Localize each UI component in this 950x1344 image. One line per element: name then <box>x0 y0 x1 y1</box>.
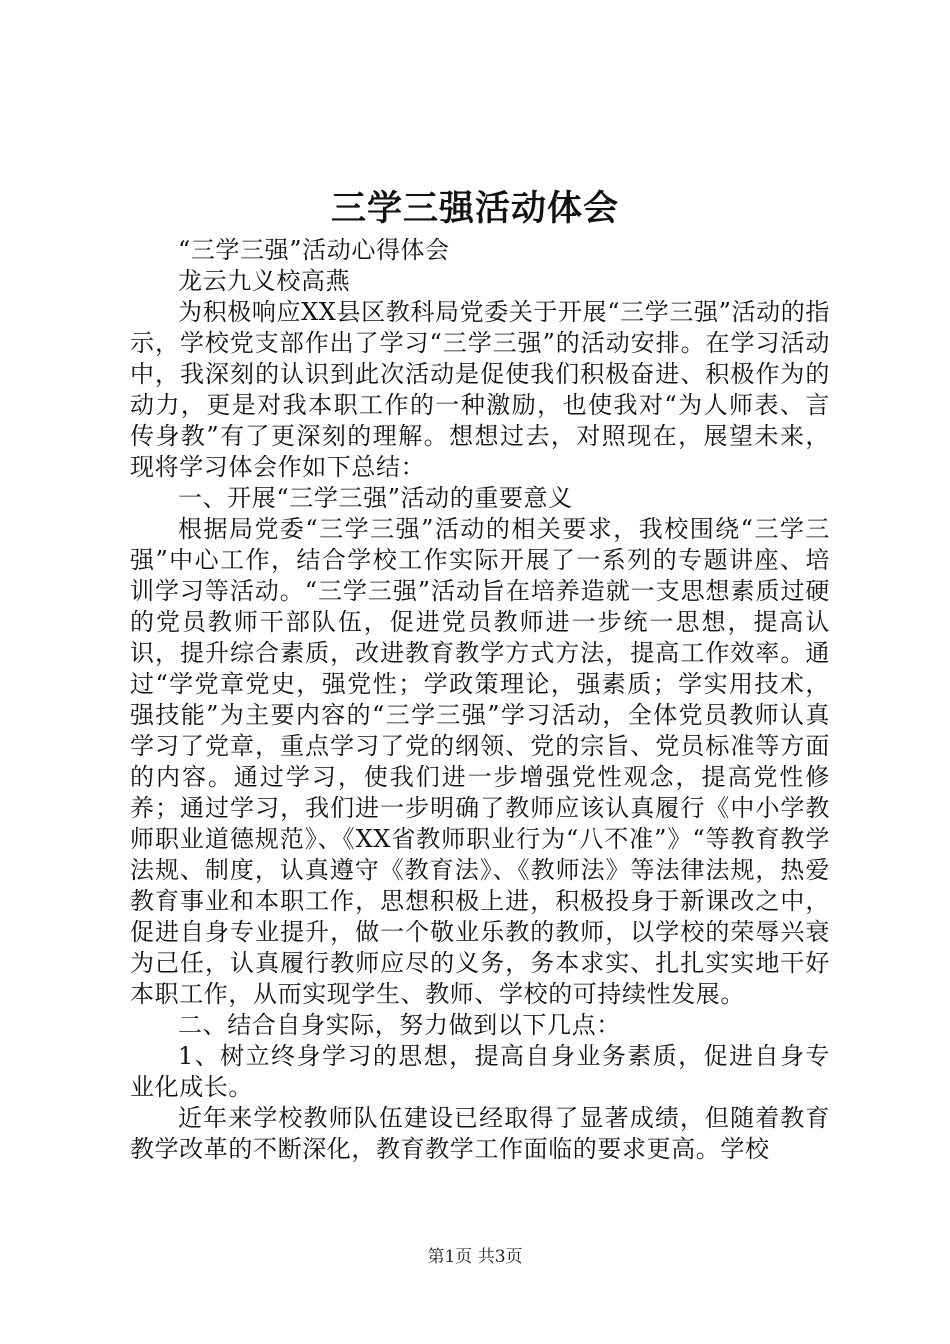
section-heading: 二、结合自身实际，努力做到以下几点： <box>178 1011 621 1039</box>
paragraph: 1、树立终身学习的思想，提高自身业务素质，促进自身专业化成长。 <box>130 1042 830 1101</box>
section-heading: 一、开展“三学三强”活动的重要意义 <box>178 484 573 512</box>
page-number: 第1页 共3页 <box>427 1247 523 1267</box>
paragraph: 近年来学校教师队伍建设已经取得了显著成绩，但随着教育教学改革的不断深化，教育教学工作面临的要求更高。学校 <box>130 1104 830 1163</box>
paragraph: 为积极响应XX县区教科局党委关于开展“三学三强”活动的指示，学校党支部作出了学习“三学三强”的活动安排。在学习活动中，我深刻的认识到此次活动是促使我们积极奋进、积极作为的动力，更是对我本职工作的一种激励，也使我对“为人师表、言传身教”有了更深刻的理解。想想过去，对照现在，展望未来，现将学习体会作如下总结： <box>130 298 830 481</box>
subtitle: “三学三强”活动心得体会 <box>178 236 450 264</box>
paragraph: 根据局党委“三学三强”活动的相关要求，我校围绕“三学三强”中心工作，结合学校工作实际开展了一系列的专题讲座、培训学习等活动。“三学三强”活动旨在培养造就一支思想素质过硬的党员教师干部队伍，促进党员教师进一步统一思想，提高认识，提升综合素质，改进教育教学方式方法，提高工作效率。通过“学党章党史，强党性；学政策理论，强素质；学实用技术，强技能”为主要内容的“三学三强”学习活动，全体党员教师认真学习了党章，重点学习了党的纲领、党的宗旨、党员标准等方面的内容。通过学习，使我们进一步增强党性观念，提高党性修养；通过学习，我们进一步明确了教师应该认真履行《中小学教师职业道德规范》、《XX省教师职业行为“八不准”》“等教育教学法规、制度，认真遵守《教育法》、《教师法》等法律法规，热爱教育事业和本职工作，思想积极上进，积极投身于新课改之中，促进自身专业提升，做一个敬业乐教的教师，以学校的荣辱兴衰为己任，认真履行教师应尽的义务，务本求实、扎扎实实地干好本职工作，从而实现学生、教师、学校的可持续性发展。 <box>130 515 830 1008</box>
author-line: 龙云九义校高燕 <box>178 267 351 295</box>
document-body <box>130 235 830 1165</box>
document-title: 三学三强活动体会 <box>330 189 619 229</box>
